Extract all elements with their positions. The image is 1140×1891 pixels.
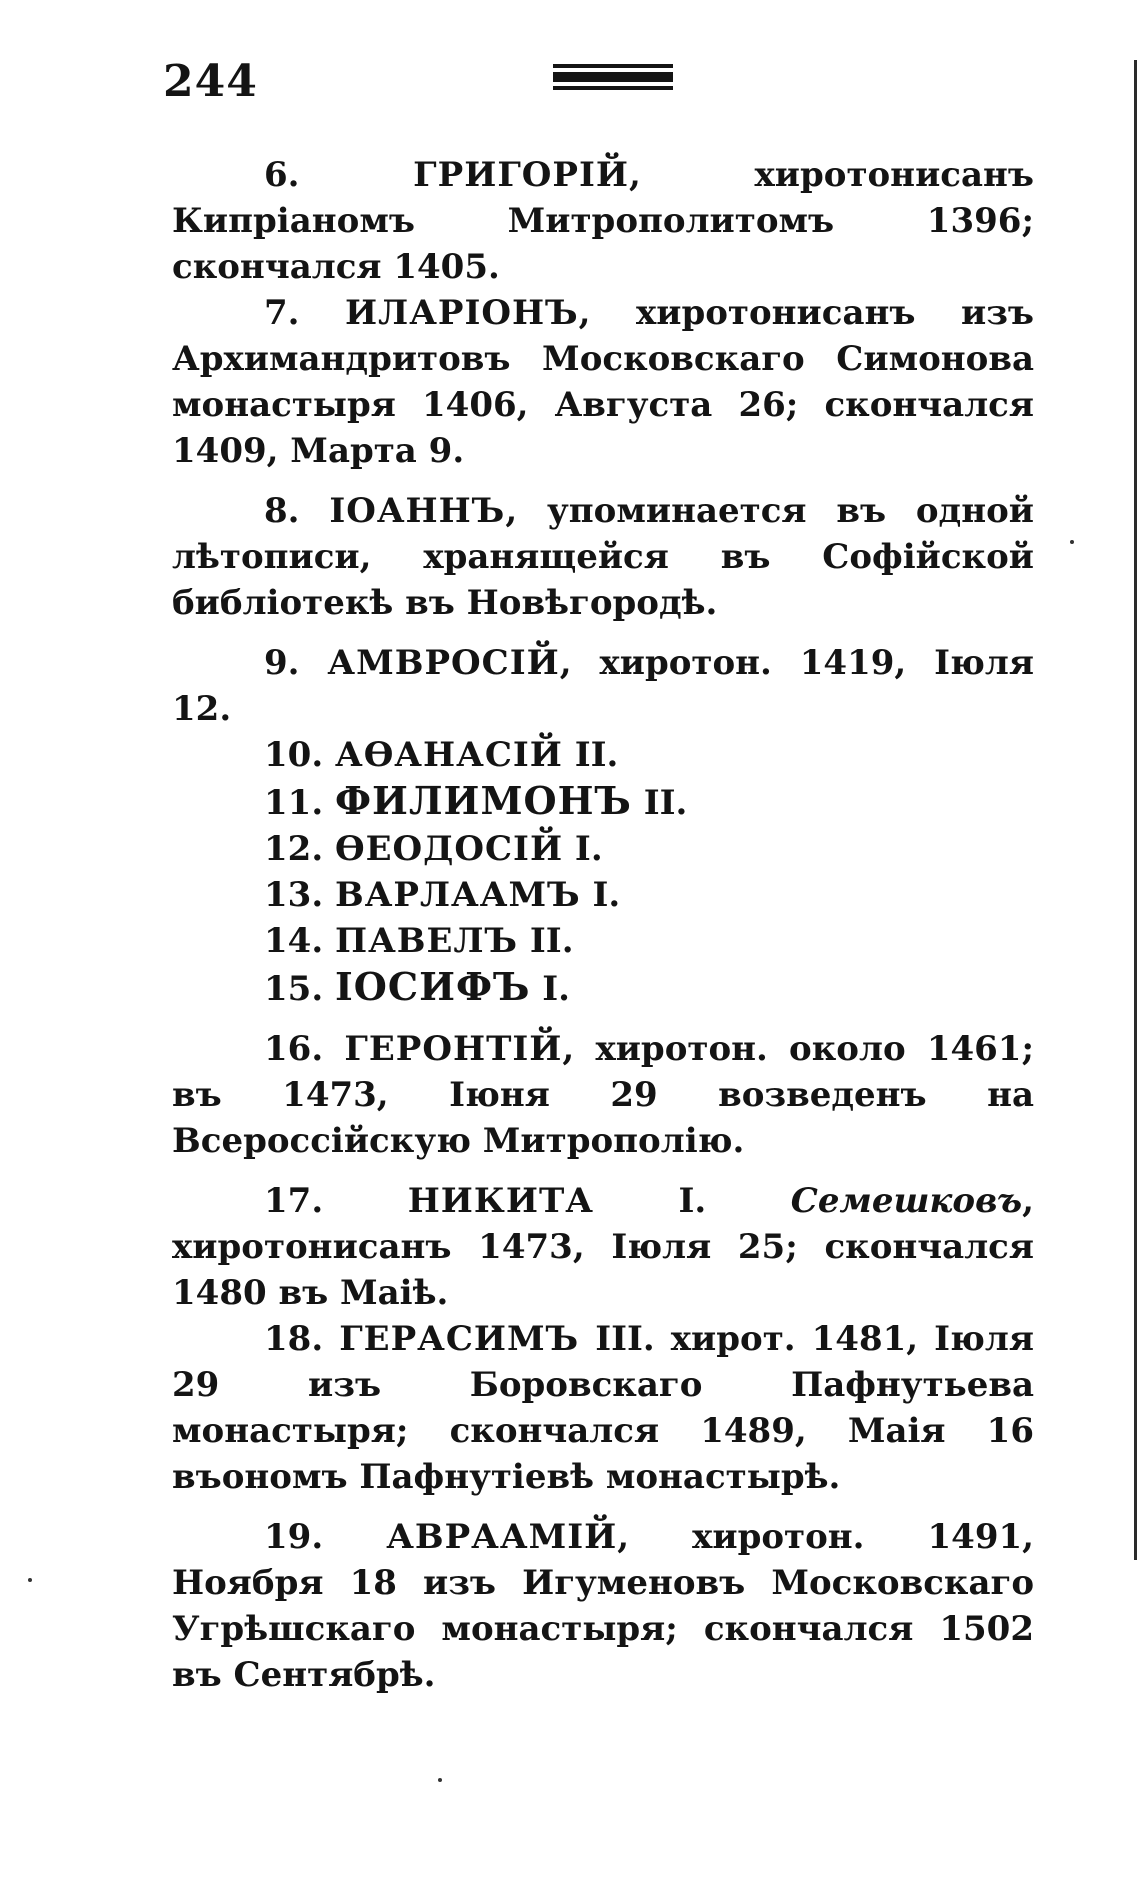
entry-13 — [172, 872, 1034, 918]
entry-number: 10. — [264, 735, 324, 775]
entry-10 — [172, 732, 1034, 778]
entry-12 — [172, 826, 1034, 872]
entry-name: АМВРОСІЙ — [327, 643, 560, 683]
entry-description: III. хирот. 1481, Іюля 29 изъ Боровскаго Пафнутьева монастыря; скончался 1489, Маія 16 въономъ Пафнутіевѣ монастырѣ. — [172, 1319, 1034, 1497]
entry-name: ИЛАРІОНЪ — [345, 293, 579, 333]
ink-speck — [28, 1578, 32, 1582]
entry-surname: Семешковъ — [790, 1181, 1023, 1221]
entry-name: ВАРЛААМЪ — [335, 875, 581, 915]
entry-number: 13. — [264, 875, 324, 915]
entry-description: II. — [518, 921, 574, 961]
ink-speck — [1070, 540, 1074, 544]
entry-number: 9. — [264, 643, 300, 683]
entry-19 — [172, 1514, 1034, 1698]
entry-name: ІОАННЪ — [329, 491, 506, 531]
ink-speck — [438, 1778, 442, 1782]
entry-name: ГРИГОРІЙ — [413, 155, 630, 195]
entry-description: , хиротон. 1491, Ноября 18 изъ Игуменовъ Московскаго Угрѣшскаго монастыря; скончался 1502 въ Сентябрѣ. — [172, 1517, 1034, 1695]
entry-description-prefix: I. — [593, 1181, 791, 1221]
entry-description: , хиротон. около 1461; въ 1473, Іюня 29 возведенъ на Всероссійскую Митрополію. — [172, 1029, 1035, 1161]
entry-name: ѲЕОДОСІЙ — [335, 829, 564, 869]
entries-list — [172, 152, 1034, 1698]
entry-number: 12. — [264, 829, 324, 869]
entry-name: ФИЛИМОНЪ — [335, 778, 632, 823]
entry-number: 19. — [264, 1517, 324, 1557]
entry-description: I. — [530, 969, 571, 1009]
entry-description: I. — [563, 829, 603, 869]
entry-description: , хиротонисанъ изъ Архимандритовъ Московскаго Симонова монастыря 1406, Августа 26; скончался 1409, Марта 9. — [172, 293, 1034, 471]
entry-number: 17. — [264, 1181, 324, 1221]
entry-description: II. — [562, 735, 619, 775]
entry-number: 8. — [264, 491, 300, 531]
entry-number: 15. — [264, 969, 324, 1009]
entry-7 — [172, 290, 1034, 474]
entry-name: АѲАНАСІЙ — [335, 735, 563, 775]
entry-name: АВРААМІЙ — [386, 1517, 618, 1557]
entry-18 — [172, 1316, 1034, 1500]
entry-name: ПАВЕЛЪ — [335, 921, 519, 961]
entry-number: 18. — [264, 1319, 324, 1359]
header-ornament-rule — [553, 64, 673, 94]
entry-6 — [172, 152, 1034, 290]
entry-description: , хиротонисанъ 1473, Іюля 25; скончался 1480 въ Маіѣ. — [172, 1181, 1034, 1313]
entry-description: , хиротон. 1419, Іюля 12. — [172, 643, 1034, 729]
entry-description: , хиротонисанъ Кипріаномъ Митрополитомъ 1396; скончался 1405. — [172, 155, 1034, 287]
entry-8 — [172, 488, 1034, 626]
entry-number: 14. — [264, 921, 324, 961]
entry-16 — [172, 1026, 1034, 1164]
entry-9 — [172, 640, 1034, 732]
entry-number: 16. — [264, 1029, 324, 1069]
entry-17 — [172, 1178, 1034, 1316]
entry-11 — [172, 778, 1034, 826]
entry-description: I. — [580, 875, 621, 915]
page-edge-line — [1134, 60, 1137, 1560]
entry-name: ГЕРОНТІЙ — [344, 1029, 563, 1069]
entry-number: 7. — [264, 293, 300, 333]
entry-15 — [172, 964, 1034, 1012]
entry-description: , упоминается въ одной лѣтописи, хранящейся въ Софійской библіотекѣ въ Новѣгородѣ. — [172, 491, 1034, 623]
page-number: 244 — [163, 56, 258, 107]
entry-name: НИКИТА — [407, 1181, 594, 1221]
entry-14 — [172, 918, 1034, 964]
entry-name: ГЕРАСИМЪ — [339, 1319, 580, 1359]
entry-number: 11. — [264, 783, 324, 823]
entry-name: ІОСИФЪ — [335, 964, 531, 1009]
entry-number: 6. — [264, 155, 300, 195]
entry-description: II. — [631, 783, 688, 823]
